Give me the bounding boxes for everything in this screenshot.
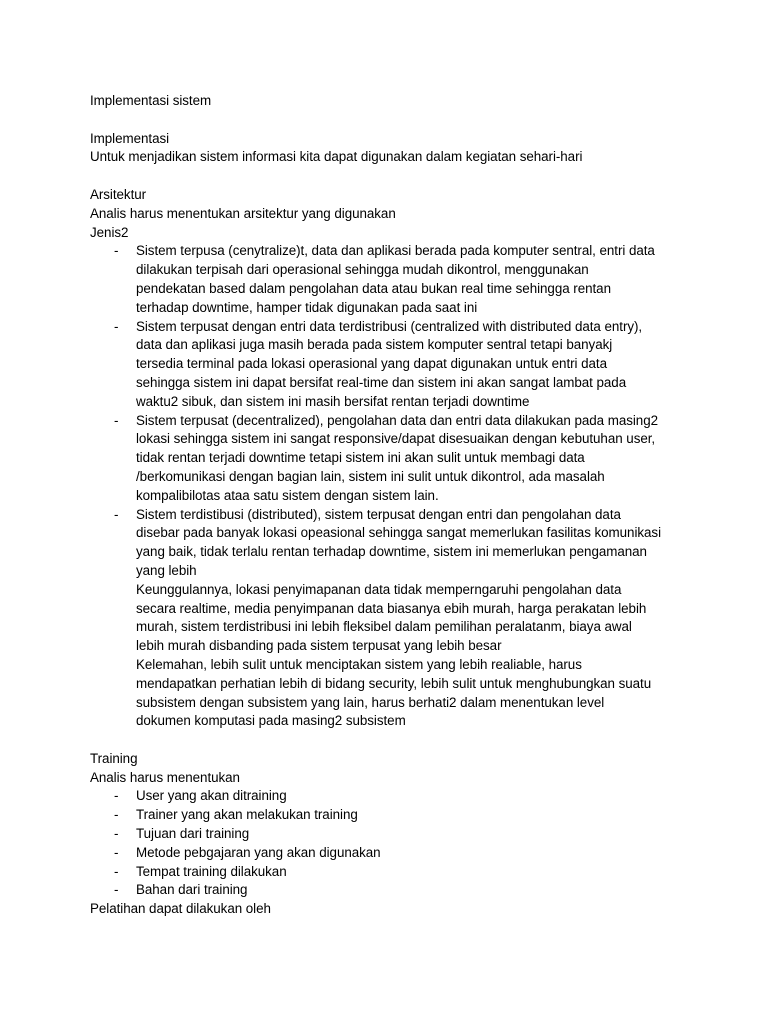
text-line: mendapatkan perhatian lebih di bidang security, lebih sulit untuk menghubungkan suatu: [136, 675, 652, 691]
list-item: [90, 412, 708, 506]
implementasi-text: Untuk menjadikan sistem informasi kita dapat digunakan dalam kegiatan sehari-hari: [90, 149, 583, 165]
text-line: Keunggulannya, lokasi penyimapanan data tidak memperngaruhi pengolahan data: [136, 581, 622, 597]
text-line: dilakukan terpisah dari operasional sehingga mudah dikontrol, menggunakan: [136, 262, 589, 278]
list-dash: -: [114, 826, 119, 842]
list-dash: -: [114, 807, 119, 823]
list-item-text: [136, 787, 708, 806]
list-item-text: [136, 844, 708, 863]
list-dash: -: [114, 412, 119, 428]
list-item-text: [136, 412, 708, 506]
list-dash: -: [114, 788, 119, 804]
list-item: [90, 787, 708, 806]
training-heading: Training: [90, 750, 138, 766]
text-line: Bahan dari training: [136, 882, 248, 898]
arsitektur-heading: Arsitektur: [90, 186, 147, 202]
text-line: Sistem terpusat (decentralized), pengolahan data dan entri data dilakukan pada masing2: [136, 412, 658, 428]
text-line: tersedia terminal pada lokasi operasional yang dapat digunakan untuk entri data: [136, 356, 607, 372]
text-line: User yang akan ditraining: [136, 788, 287, 804]
text-line: Metode pebgajaran yang akan digunakan: [136, 844, 381, 860]
list-dash: -: [114, 882, 119, 898]
list-item-text: [136, 863, 708, 882]
list-item-text: [136, 506, 708, 732]
text-line: tidak rentan terjadi downtime tetapi sistem ini akan sulit untuk membagi data: [136, 450, 585, 466]
text-line: lokasi sehingga sistem ini sangat responsive/dapat disesuaikan dengan kebutuhan user,: [136, 431, 656, 447]
list-item: [90, 825, 708, 844]
list-item: [90, 844, 708, 863]
text-line: Sistem terpusa (cenytralize)t, data dan aplikasi berada pada komputer sentral, entri data: [136, 243, 655, 259]
training-list: [90, 787, 708, 900]
text-line: data dan aplikasi juga masih berada pada sistem komputer sentral tetapi banyakj: [136, 337, 613, 353]
list-item: [90, 863, 708, 882]
text-line: Sistem terdistibusi (distributed), sistem terpusat dengan entri dan pengolahan data: [136, 506, 621, 522]
text-line: terhadap downtime, hamper tidak digunakan pada saat ini: [136, 299, 478, 315]
document-title: Implementasi sistem: [90, 93, 212, 108]
jenis-label: Jenis2: [90, 224, 129, 240]
text-line: sehingga sistem ini dapat bersifat real-time dan sistem ini akan sangat lambat pada: [136, 374, 627, 390]
training-footer: Pelatihan dapat dilakukan oleh: [90, 901, 271, 917]
arsitektur-list: [90, 242, 708, 731]
implementasi-heading: Implementasi: [90, 130, 170, 146]
text-line: murah, sistem terdistribusi ini lebih fleksibel dalam pemilihan peralatanm, biaya awal: [136, 619, 632, 635]
list-dash: -: [114, 844, 119, 860]
list-item-text: [136, 242, 708, 317]
text-line: Trainer yang akan melakukan training: [136, 807, 358, 823]
text-line: yang lebih: [136, 562, 197, 578]
training-intro: Analis harus menentukan: [90, 769, 240, 785]
text-line: Sistem terpusat dengan entri data terdistribusi (centralized with distributed data entry),: [136, 318, 643, 334]
list-dash: -: [114, 506, 119, 522]
list-dash: -: [114, 243, 119, 259]
spacer: [90, 111, 708, 130]
spacer: [90, 731, 708, 750]
text-line: kompalibilotas ataa satu sistem dengan sistem lain.: [136, 487, 439, 503]
list-item: [90, 506, 708, 732]
list-item: [90, 806, 708, 825]
arsitektur-intro: Analis harus menentukan arsitektur yang digunakan: [90, 205, 396, 221]
text-line: secara realtime, media penyimpanan data biasanya ebih murah, harga perakatan lebih: [136, 600, 647, 616]
text-line: lebih murah disbanding pada sistem terpusat yang lebih besar: [136, 638, 502, 654]
text-line: Tujuan dari training: [136, 826, 250, 842]
text-line: waktu2 sibuk, dan sistem ini masih bersifat rentan terjadi downtime: [136, 393, 530, 409]
list-item-text: [136, 881, 708, 900]
text-line: yang baik, tidak terlalu rentan terhadap downtime, sistem ini memerlukan pengamanan: [136, 544, 647, 560]
list-item-text: [136, 318, 708, 412]
list-item-text: [136, 806, 708, 825]
list-dash: -: [114, 318, 119, 334]
text-line: Tempat training dilakukan: [136, 863, 287, 879]
text-line: dokumen komputasi pada masing2 subsistem: [136, 713, 406, 729]
spacer: [90, 167, 708, 186]
text-line: /berkomunikasi dengan bagian lain, sistem ini sulit untuk dikontrol, ada masalah: [136, 468, 605, 484]
list-item: [90, 318, 708, 412]
text-line: Kelemahan, lebih sulit untuk menciptakan sistem yang lebih realiable, harus: [136, 656, 582, 672]
list-dash: -: [114, 863, 119, 879]
list-item: [90, 242, 708, 317]
list-item: [90, 881, 708, 900]
list-item-text: [136, 825, 708, 844]
text-line: subsistem dengan subsistem yang lain, harus berhati2 dalam menentukan level: [136, 694, 605, 710]
text-line: pendekatan based dalam pengolahan data atau bukan real time sehingga rentan: [136, 280, 611, 296]
text-line: disebar pada banyak lokasi opeasional sehingga sangat memerlukan fasilitas komunikasi: [136, 525, 661, 541]
